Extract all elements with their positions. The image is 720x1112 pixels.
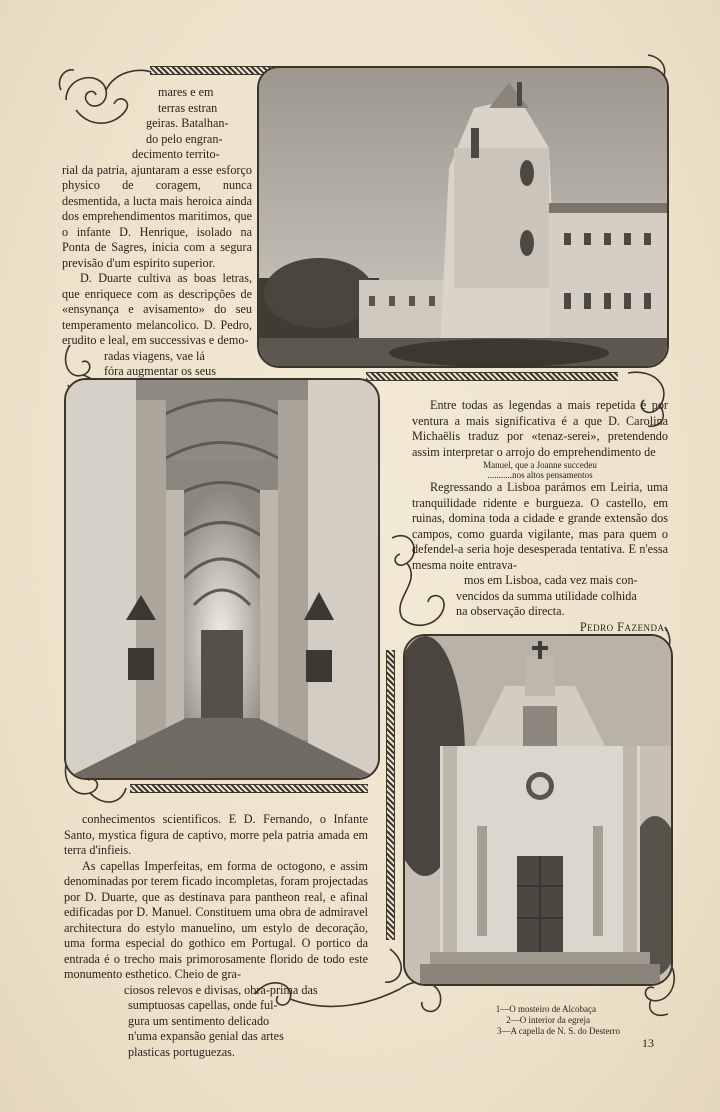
text-line: mos em Lisboa, cada vez mais con- — [464, 573, 638, 587]
photo-chapel-facade — [403, 634, 673, 986]
ornament-band-middle — [366, 372, 618, 381]
ornament-band-lower — [130, 784, 368, 793]
verse-line: Manuel, que a Joanne succedeu — [483, 460, 597, 470]
paragraph: rial da patria, ajuntaram a esse esforço physico de coragem, nunca desmentida, a lucta mais heroica ainda dos emprehendimentos maritimos, que o infante D. Henrique, isolado na Ponta de Sagres, inicia com a segura previsão d'um espirito superior. — [62, 162, 252, 270]
author-signature: Pedro Fazenda. — [579, 619, 668, 634]
text-line: n'uma expansão genial das artes — [128, 1029, 284, 1043]
paragraph: Regressando a Lisboa parámos em Leiria, uma tranquilidade ridente e burgueza. O castello, em ruinas, domina toda a cidade e grande extensão dos campos, como guarda vigilante, mas para quem o defendel-a seria hoje desesperada tentativa. E n'essa mesma noite entrava- — [412, 480, 668, 572]
verse-line: ...........nos altos pensamentos — [487, 470, 593, 480]
text-line: terras estran — [158, 100, 218, 115]
caption-2: 2—O interior da egreja — [506, 1015, 590, 1025]
text-line: gura um sentimento delicado — [128, 1013, 270, 1028]
text-line: decimento territo- — [132, 147, 220, 161]
text-line: fóra augmentar os seus — [104, 364, 217, 378]
paragraph: D. Duarte cultiva as boas letras, que enriquece com as descripções de «ensynança e avisamento» do seu temperamento melancolico. D. Pedro, erudito e leal, em successivas e demo- — [62, 271, 252, 347]
text-line: ciosos relevos e divisas, obra-prima das — [124, 982, 318, 997]
text-line: plasticas portuguezas. — [128, 1044, 235, 1059]
text-line: do pelo engran- — [146, 131, 223, 146]
page-number: 13 — [642, 1036, 654, 1050]
photo-monastery-exterior — [257, 66, 669, 368]
article-column-top-left — [62, 85, 252, 380]
caption-3: 3—A capella de N. S. do Desterro — [497, 1026, 620, 1036]
text-line: radas viagens, vae lá — [104, 348, 205, 363]
paragraph: conhecimentos scientificos. E D. Fernando, o Infante Santo, mystica figura de captivo, morre pela patria amada em terra d'infieis. — [64, 812, 368, 857]
photo-captions — [440, 1004, 620, 1037]
text-line: mares e em — [158, 85, 214, 99]
caption-1: 1—O mosteiro de Alcobaça — [495, 1004, 596, 1014]
photo-church-interior — [64, 378, 380, 780]
ornament-band-vertical — [386, 650, 395, 940]
paragraph: Entre todas as legendas a mais repetida e por ventura a mais significativa é a que D. Carolina Michaëlis traduz por «tenaz-serei», pretendendo assim interpretar o arrojo do emprehendimento de — [412, 398, 668, 459]
article-column-right — [412, 398, 668, 635]
text-line: na observação directa. — [456, 604, 565, 618]
paragraph: As capellas Imperfeitas, em forma de octogono, e assim denominadas por terem ficado incompletas, foram projectadas por D. Duarte, que as destinava para pantheon real, e afinal edificadas por D. Manuel. Constituem uma obra de admiravel architectura do estylo manuelino, um estylo de decoração, uma forma especial do gothico em Portugal. O portico da entrada é o trecho mais primorosamente florido de todo este monumento esthetico. Cheio de gra- — [64, 858, 368, 981]
text-line: vencidos da summa utilidade colhida — [456, 588, 637, 603]
text-line: geiras. Batalhan- — [146, 116, 229, 130]
text-line: sumptuosas capellas, onde ful- — [128, 998, 278, 1012]
article-column-bottom-left — [64, 812, 368, 1060]
